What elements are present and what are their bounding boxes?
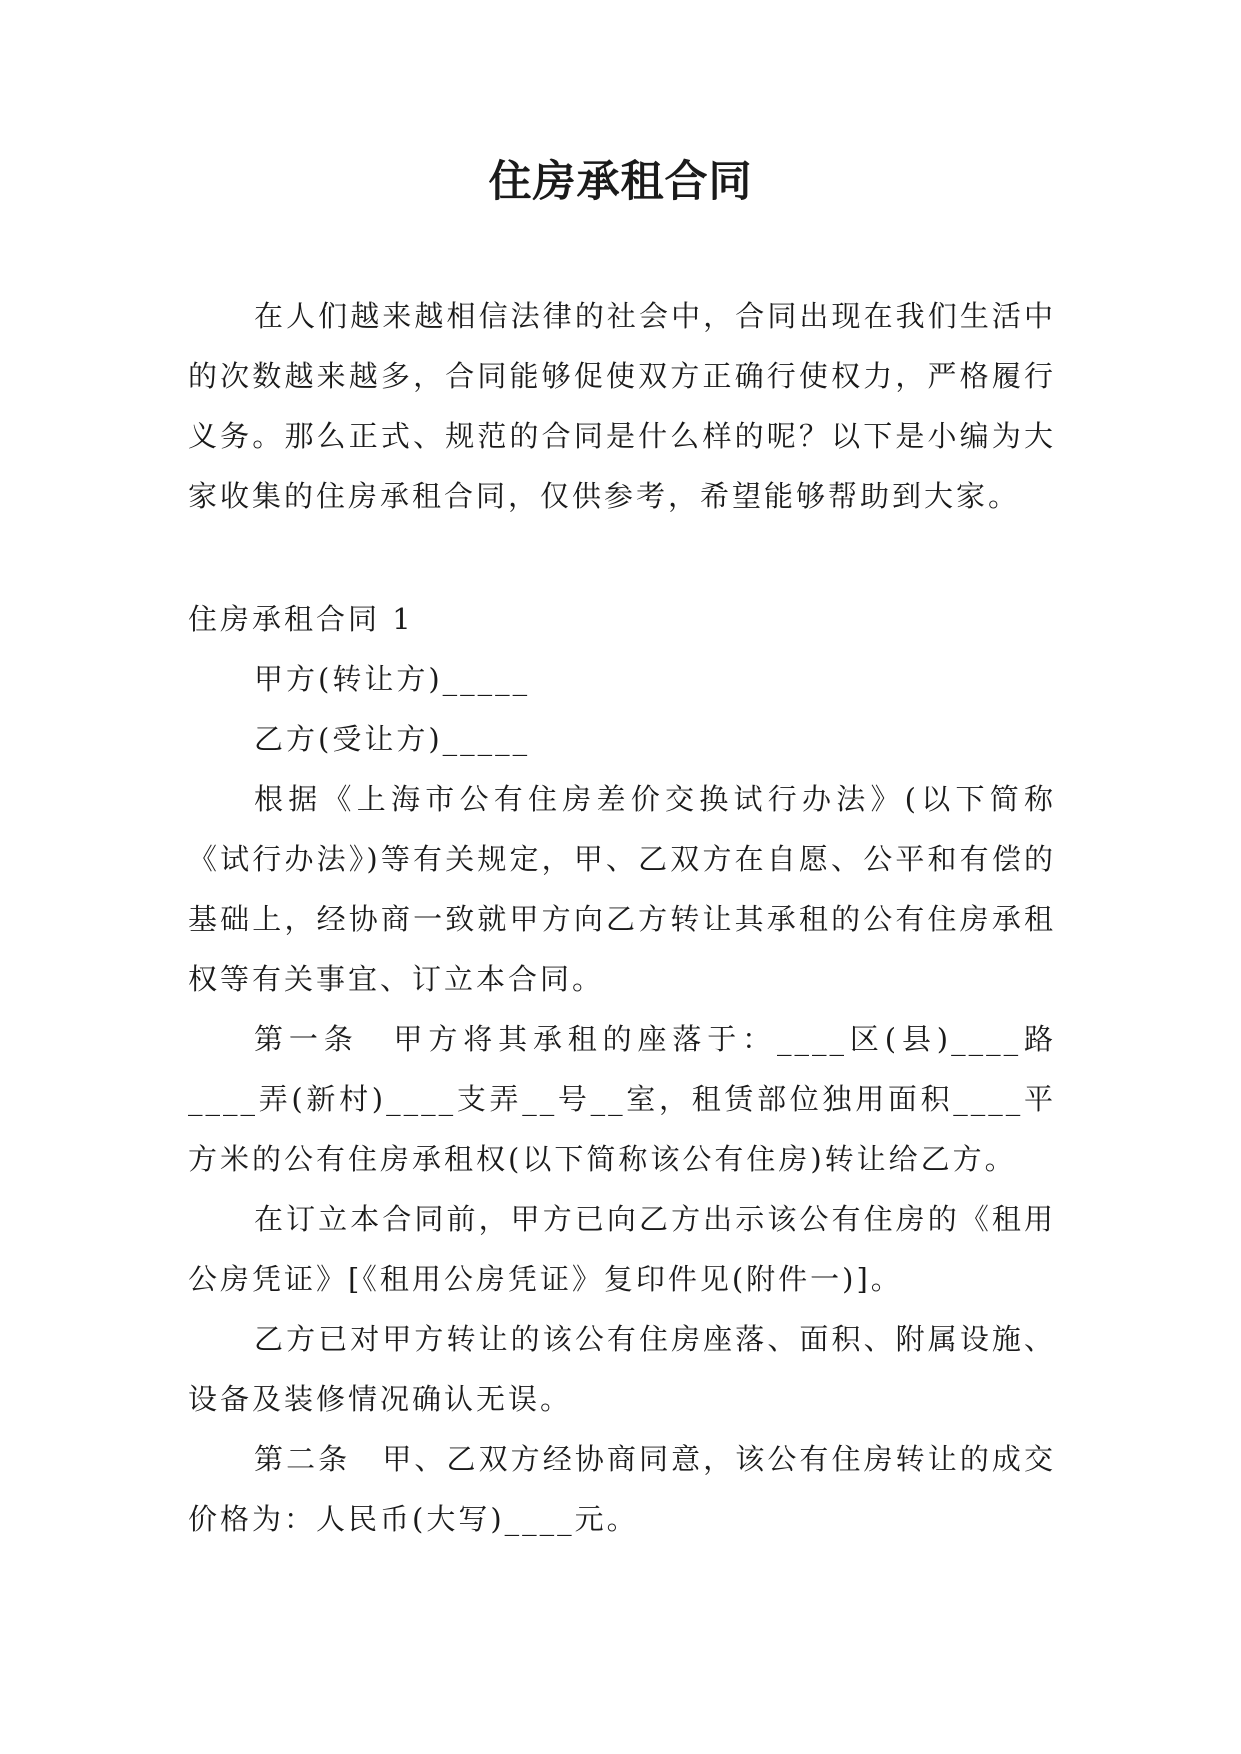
document-title: 住房承租合同: [488, 157, 753, 207]
paragraph-gap: [188, 526, 1056, 589]
party-b-line: 乙方(受让方)_____: [254, 722, 531, 756]
intro-paragraph: 在人们越来越相信法律的社会中，合同出现在我们生活中的次数越来越多，合同能够促使双方正确行使权力，严格履行义务。那么正式、规范的合同是什么样的呢？以下是小编为大家收集的住房承租合同，仅供参考，希望能够帮助到大家。: [188, 299, 1056, 513]
section-heading: 住房承租合同 1: [188, 602, 414, 636]
article-1-confirmation-paragraph: 乙方已对甲方转让的该公有住房座落、面积、附属设施、设备及装修情况确认无误。: [188, 1322, 1056, 1416]
party-a-line: 甲方(转让方)_____: [254, 662, 531, 696]
article-1-certificate-paragraph: 在订立本合同前，甲方已向乙方出示该公有住房的《租用公房凭证》[《租用公房凭证》复印件见(附件一)]。: [188, 1202, 1056, 1296]
preamble-paragraph: 根据《上海市公有住房差价交换试行办法》(以下简称《试行办法》)等有关规定，甲、乙双方在自愿、公平和有偿的基础上，经协商一致就甲方向乙方转让其承租的公有住房承租权等有关事宜、订立本合同。: [188, 782, 1056, 996]
article-1-paragraph: 第一条 甲方将其承租的座落于：____区(县)____路____弄(新村)____支弄__号__室，租赁部位独用面积____平方米的公有住房承租权(以下简称该公有住房)转让给乙方。: [188, 1022, 1056, 1176]
document-body: [188, 286, 1056, 1549]
article-2-paragraph: 第二条 甲、乙双方经协商同意，该公有住房转让的成交价格为：人民币(大写)____元。: [188, 1442, 1056, 1536]
